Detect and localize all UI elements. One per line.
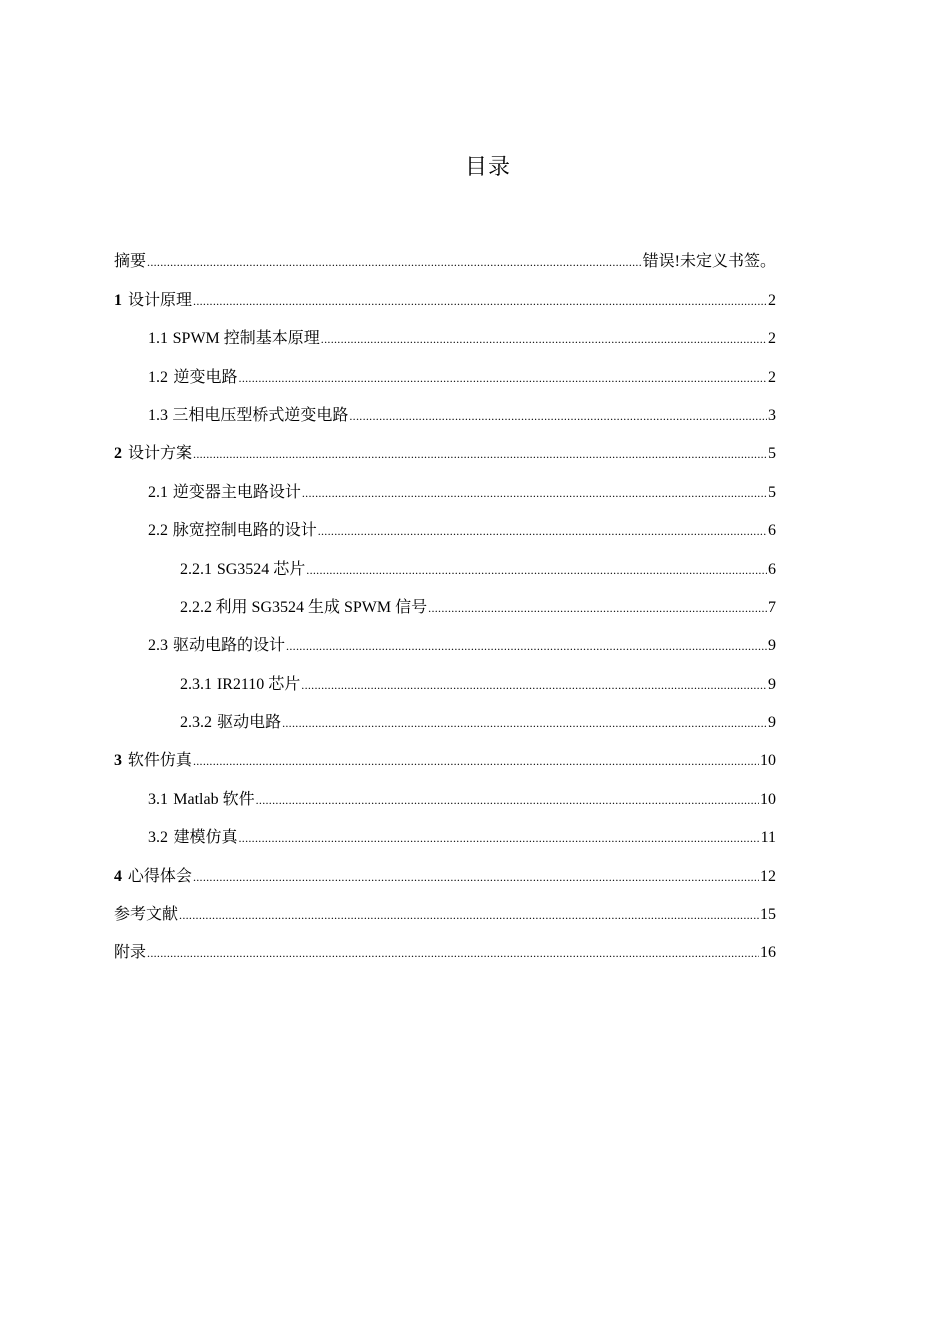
toc-entry-title: 心得体会 <box>127 867 192 885</box>
toc-entry[interactable] <box>114 695 776 733</box>
toc-entry-title: 逆变器主电路设计 <box>172 483 301 501</box>
toc-dot-leader <box>193 444 767 464</box>
toc-entry-page: 10 <box>760 752 776 770</box>
toc-dot-leader <box>193 751 759 771</box>
toc-entry-number: 1.2 <box>148 368 168 386</box>
toc-entry-number: 1 <box>114 291 122 309</box>
toc-dot-leader <box>321 329 767 349</box>
toc-entry-title: Matlab 软件 <box>173 790 255 808</box>
toc-entry[interactable] <box>114 272 776 310</box>
toc-entry-number: 4 <box>114 867 122 885</box>
toc-entry-page: 10 <box>760 790 776 808</box>
toc-entry-page: 3 <box>768 406 776 424</box>
toc-entry[interactable] <box>114 771 776 809</box>
toc-entry-number: 1.3 <box>148 406 168 424</box>
toc-entry-title: 三相电压型桥式逆变电路 <box>172 406 349 424</box>
toc-entry-number: 2.3.2 <box>180 714 212 732</box>
toc-entry-title: 驱动电路 <box>217 714 282 732</box>
toc-entry[interactable] <box>114 541 776 579</box>
toc-dot-leader <box>301 675 767 695</box>
toc-entry-title: 摘要 <box>114 253 147 271</box>
toc-entry-number: 3.1 <box>148 790 168 808</box>
toc-entry-page: 11 <box>760 829 776 847</box>
toc-entry-number: 3.2 <box>148 829 168 847</box>
toc-entry-page: 12 <box>760 867 776 885</box>
toc-entry[interactable] <box>114 810 776 848</box>
toc-entry[interactable] <box>114 464 776 502</box>
toc-dot-leader <box>428 598 767 618</box>
toc-entry-page: 2 <box>768 368 776 386</box>
toc-entry-page: 15 <box>760 906 776 924</box>
toc-entry-number: 3 <box>114 752 122 770</box>
toc-dot-leader <box>239 368 767 388</box>
toc-dot-leader <box>147 943 759 963</box>
toc-entry-number: 2.3.1 <box>180 675 212 693</box>
toc-entry-title: 驱动电路的设计 <box>173 637 286 655</box>
toc-entry[interactable] <box>114 656 776 694</box>
toc-entry-page: 错误!未定义书签。 <box>642 253 776 271</box>
toc-dot-leader <box>318 521 767 541</box>
toc-dot-leader <box>256 790 759 810</box>
toc-entry-title: 设计原理 <box>128 291 193 309</box>
toc-entry-page: 5 <box>768 483 776 501</box>
toc-entry-number: 2.3 <box>148 637 168 655</box>
toc-entry-title: 软件仿真 <box>127 752 192 770</box>
toc-entry-number: 1.1 <box>148 330 168 348</box>
toc-entry[interactable] <box>114 887 776 925</box>
toc-dot-leader <box>349 406 767 426</box>
toc-dot-leader <box>306 560 767 580</box>
toc-entry[interactable] <box>114 388 776 426</box>
toc-dot-leader <box>238 828 759 848</box>
toc-entry-title: 设计方案 <box>128 445 193 463</box>
toc-dot-leader <box>193 291 767 311</box>
toc-entry-number: 2.2 <box>148 522 168 540</box>
toc-dot-leader <box>286 636 767 656</box>
toc-entry-title: 脉宽控制电路的设计 <box>172 522 317 540</box>
toc-entry-page: 6 <box>768 522 776 540</box>
toc-entry-page: 7 <box>768 598 776 616</box>
toc-entry-page: 2 <box>768 291 776 309</box>
toc-entry[interactable] <box>114 848 776 886</box>
toc-dot-leader <box>193 867 759 887</box>
toc-entry-number: 2.1 <box>148 483 168 501</box>
toc-entry-number: 2.2.1 <box>180 560 212 578</box>
toc-dot-leader <box>302 483 767 503</box>
toc-entry[interactable] <box>114 426 776 464</box>
toc-entry-page: 6 <box>768 560 776 578</box>
toc-entry[interactable] <box>114 733 776 771</box>
toc-dot-leader <box>179 905 759 925</box>
toc-dot-leader <box>282 713 767 733</box>
toc-dot-leader <box>147 252 642 272</box>
toc-entry[interactable] <box>114 618 776 656</box>
toc-entry-page: 16 <box>760 944 776 962</box>
toc-entry[interactable] <box>114 234 776 272</box>
toc-entry[interactable] <box>114 503 776 541</box>
toc-entry-title: 逆变电路 <box>173 368 238 386</box>
table-of-contents <box>114 234 776 963</box>
toc-entry[interactable] <box>114 580 776 618</box>
toc-entry-title: 利用 SG3524 生成 SPWM 信号 <box>215 598 428 616</box>
toc-entry-title: 附录 <box>114 944 147 962</box>
toc-entry-number: 2.2.2 <box>180 598 212 616</box>
toc-entry-title: 建模仿真 <box>173 829 238 847</box>
toc-entry[interactable] <box>114 311 776 349</box>
toc-entry-page: 9 <box>768 675 776 693</box>
toc-entry[interactable] <box>114 925 776 963</box>
toc-entry-page: 9 <box>768 637 776 655</box>
toc-entry-title: SPWM 控制基本原理 <box>172 330 320 348</box>
toc-entry-title: 参考文献 <box>114 906 179 924</box>
toc-entry[interactable] <box>114 349 776 387</box>
page-title: 目录 <box>464 154 511 179</box>
toc-entry-title: SG3524 芯片 <box>216 560 306 578</box>
toc-entry-page: 9 <box>768 714 776 732</box>
toc-entry-title: IR2110 芯片 <box>216 675 301 693</box>
toc-entry-page: 2 <box>768 330 776 348</box>
toc-entry-page: 5 <box>768 445 776 463</box>
toc-entry-number: 2 <box>114 445 122 463</box>
